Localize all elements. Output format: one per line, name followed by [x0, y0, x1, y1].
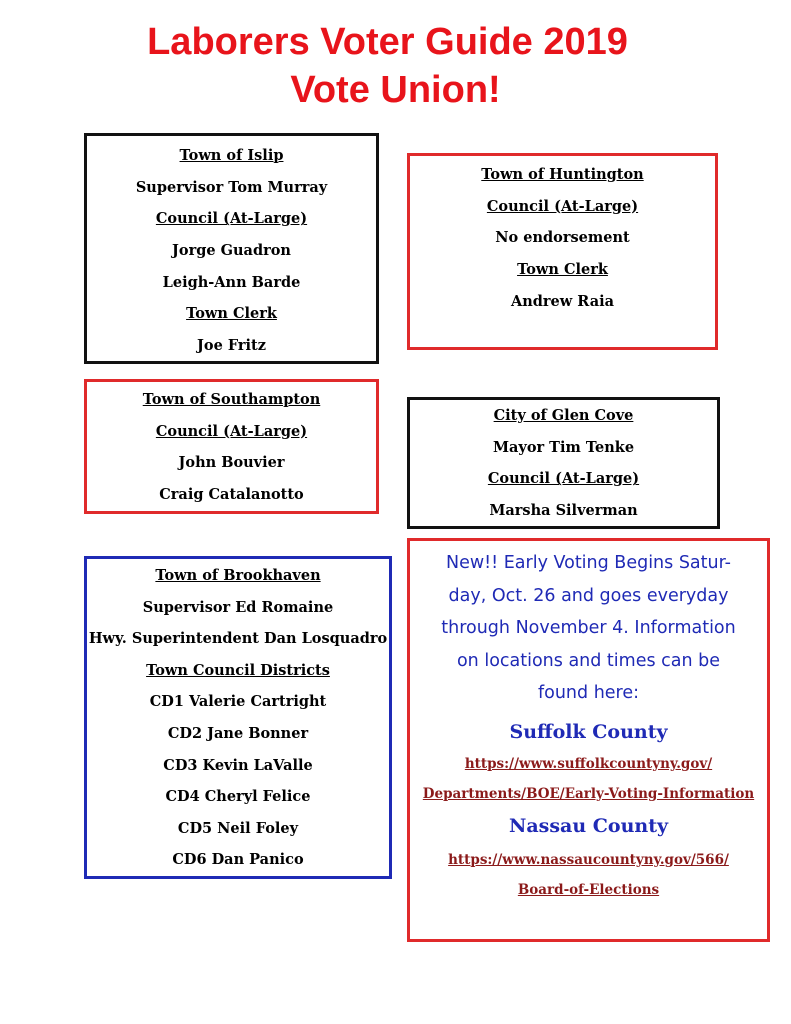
brookhaven-district: CD5 Neil Foley: [177, 819, 299, 837]
islip-council-candidate: Jorge Guadron: [172, 242, 291, 260]
suffolk-link[interactable]: Departments/BOE/Early-Voting-Information: [422, 785, 755, 802]
huntington-clerk: Andrew Raia: [510, 292, 614, 310]
brookhaven-district: CD4 Cheryl Felice: [165, 788, 311, 806]
islip-clerk: Joe Fritz: [197, 337, 266, 355]
islip-supervisor: Supervisor Tom Murray: [135, 178, 328, 196]
nassau-link-group[interactable]: [410, 845, 767, 905]
glen-cove-box: [407, 397, 720, 529]
brookhaven-district: CD1 Valerie Cartright: [149, 693, 327, 711]
southampton-council-candidate: Craig Catalanotto: [159, 486, 304, 504]
brookhaven-supervisor: Supervisor Ed Romaine: [142, 598, 334, 616]
southampton-heading: Town of Southampton: [142, 391, 321, 408]
suffolk-link-group[interactable]: [410, 749, 767, 809]
glen-cove-council: Marsha Silverman: [489, 502, 638, 520]
brookhaven-box: [84, 556, 392, 879]
page-title: Laborers Voter Guide 2019: [147, 21, 628, 63]
early-voting-line: through November 4. Information: [441, 618, 736, 638]
glen-cove-council-heading: Council (At-Large): [487, 470, 640, 488]
southampton-council-candidate: John Bouvier: [178, 454, 285, 472]
early-voting-line: on locations and times can be: [456, 650, 721, 671]
islip-council-candidate: Leigh-Ann Barde: [162, 273, 301, 291]
early-voting-line: found here:: [537, 683, 640, 703]
huntington-clerk-heading: Town Clerk: [517, 261, 608, 279]
huntington-box: [407, 153, 718, 350]
brookhaven-district: CD3 Kevin LaValle: [163, 756, 313, 774]
islip-council-heading: Council (At-Large): [155, 210, 308, 228]
huntington-council-heading: Council (At-Large): [486, 197, 639, 215]
glen-cove-mayor: Mayor Tim Tenke: [492, 438, 635, 456]
nassau-county-heading: Nassau County: [508, 814, 669, 837]
nassau-link[interactable]: https://www.nassaucountyny.gov/566/: [448, 851, 729, 868]
brookhaven-heading: Town of Brookhaven: [155, 567, 321, 584]
suffolk-county-heading: Suffolk County: [509, 720, 668, 743]
nassau-link[interactable]: Board-of-Elections: [517, 881, 660, 898]
glen-cove-heading: City of Glen Cove: [493, 407, 634, 424]
brookhaven-districts-heading: Town Council Districts: [146, 661, 330, 679]
brookhaven-district: CD2 Jane Bonner: [167, 724, 309, 742]
page-subtitle: Vote Union!: [290, 69, 501, 111]
suffolk-link[interactable]: https://www.suffolkcountyny.gov/: [464, 755, 713, 772]
early-voting-text: [410, 547, 767, 710]
early-voting-line: day, Oct. 26 and goes everyday: [448, 585, 729, 606]
brookhaven-district: CD6 Dan Panico: [172, 851, 304, 869]
southampton-box: [84, 379, 379, 514]
islip-box: [84, 133, 379, 364]
islip-heading: Town of Islip: [179, 147, 284, 164]
southampton-council-heading: Council (At-Large): [155, 422, 308, 440]
early-voting-box: [407, 538, 770, 942]
brookhaven-highway: Hwy. Superintendent Dan Losquadro: [88, 630, 388, 648]
early-voting-line: New!! Early Voting Begins Satur-: [445, 553, 732, 573]
huntington-heading: Town of Huntington: [481, 166, 644, 183]
huntington-council: No endorsement: [495, 229, 630, 247]
islip-clerk-heading: Town Clerk: [186, 305, 277, 323]
